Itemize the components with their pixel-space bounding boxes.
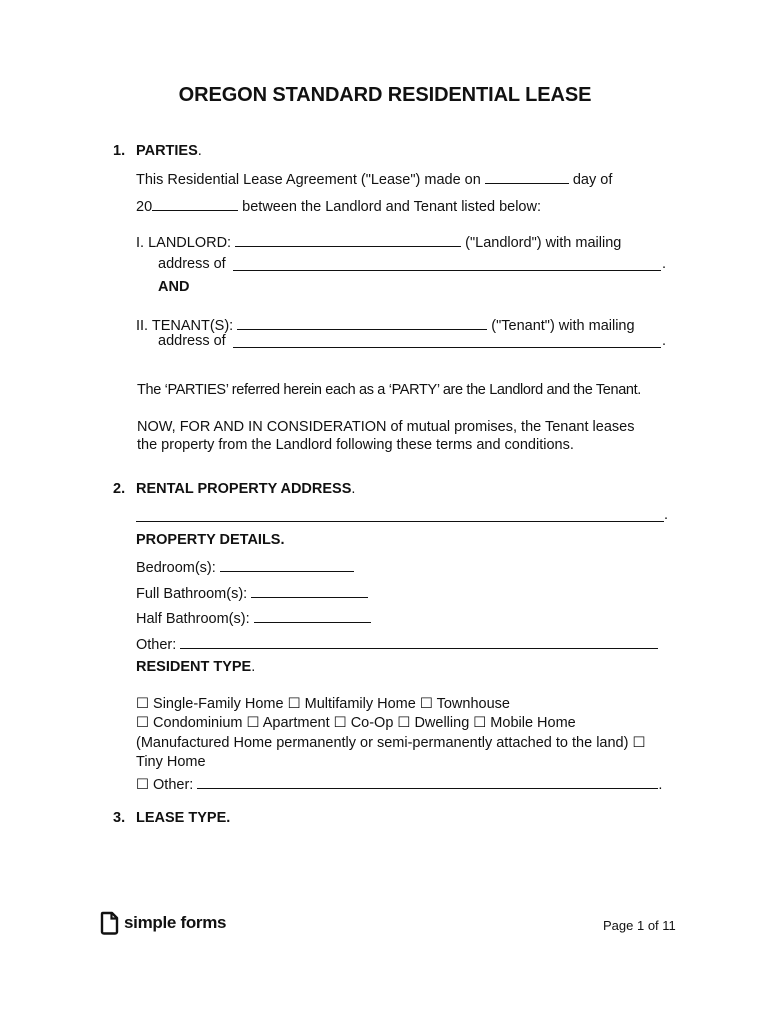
other-line: Other: bbox=[136, 634, 658, 653]
agreement-date-line: This Residential Lease Agreement ("Lease") made on day of bbox=[136, 169, 612, 188]
other-details-field[interactable] bbox=[180, 634, 658, 649]
property-details-heading: PROPERTY DETAILS. bbox=[136, 532, 285, 548]
full-bathrooms-line: Full Bathroom(s): bbox=[136, 583, 368, 602]
resident-type-other: ☐ Other: . bbox=[136, 774, 662, 793]
document-icon bbox=[100, 911, 120, 935]
resident-type-row-4: Tiny Home bbox=[136, 754, 206, 770]
lease-date-field[interactable] bbox=[485, 169, 569, 184]
section-number: 2. bbox=[113, 481, 126, 497]
bedrooms-line: Bedroom(s): bbox=[136, 557, 354, 576]
half-bathrooms-line: Half Bathroom(s): bbox=[136, 608, 371, 627]
and-label: AND bbox=[158, 279, 190, 295]
section-heading-address: RENTAL PROPERTY ADDRESS. bbox=[136, 481, 356, 497]
brand-name: simple forms bbox=[124, 913, 227, 932]
lease-year-field[interactable] bbox=[152, 196, 238, 211]
page-number: Page 1 of 11 bbox=[603, 918, 676, 933]
tenant-name-field[interactable] bbox=[237, 315, 487, 330]
agreement-year-line: 20 between the Landlord and Tenant listed below: bbox=[136, 196, 541, 215]
section-number: 3. bbox=[113, 810, 126, 826]
resident-type-row-2[interactable]: ☐ Condominium ☐ Apartment ☐ Co-Op ☐ Dwelling ☐ Mobile Home bbox=[136, 715, 576, 731]
tenant-address-label: address of bbox=[158, 333, 226, 349]
landlord-address-field[interactable] bbox=[233, 270, 661, 271]
landlord-name-field[interactable] bbox=[235, 232, 461, 247]
landlord-address-label: address of bbox=[158, 256, 226, 272]
parties-definition: The ‘PARTIES’ referred herein each as a ‘PARTY’ are the Landlord and the Tenant. bbox=[137, 382, 641, 398]
bedrooms-field[interactable] bbox=[220, 557, 354, 572]
resident-type-other-field[interactable] bbox=[197, 774, 658, 789]
resident-type-row-1[interactable]: ☐ Single-Family Home ☐ Multifamily Home ☐ Townhouse bbox=[136, 696, 510, 712]
consideration-line-2: the property from the Landlord following these terms and conditions. bbox=[137, 437, 574, 453]
tenant-line: II. TENANT(S): ("Tenant") with mailing bbox=[136, 315, 635, 334]
consideration-line-1: NOW, FOR AND IN CONSIDERATION of mutual promises, the Tenant leases bbox=[137, 419, 635, 435]
brand-logo bbox=[100, 911, 226, 935]
section-number: 1. bbox=[113, 143, 126, 159]
landlord-line: I. LANDLORD: ("Landlord") with mailing bbox=[136, 232, 621, 251]
resident-type-heading: RESIDENT TYPE. bbox=[136, 659, 256, 675]
full-bathrooms-field[interactable] bbox=[251, 583, 368, 598]
resident-type-row-3[interactable]: (Manufactured Home permanently or semi-permanently attached to the land) ☐ bbox=[136, 735, 646, 751]
page-title: OREGON STANDARD RESIDENTIAL LEASE bbox=[178, 84, 592, 106]
section-heading-lease-type: LEASE TYPE. bbox=[136, 810, 231, 826]
tenant-address-field[interactable] bbox=[233, 347, 661, 348]
property-address-field[interactable] bbox=[136, 521, 664, 522]
section-heading-parties: PARTIES. bbox=[136, 143, 202, 159]
half-bathrooms-field[interactable] bbox=[254, 608, 371, 623]
